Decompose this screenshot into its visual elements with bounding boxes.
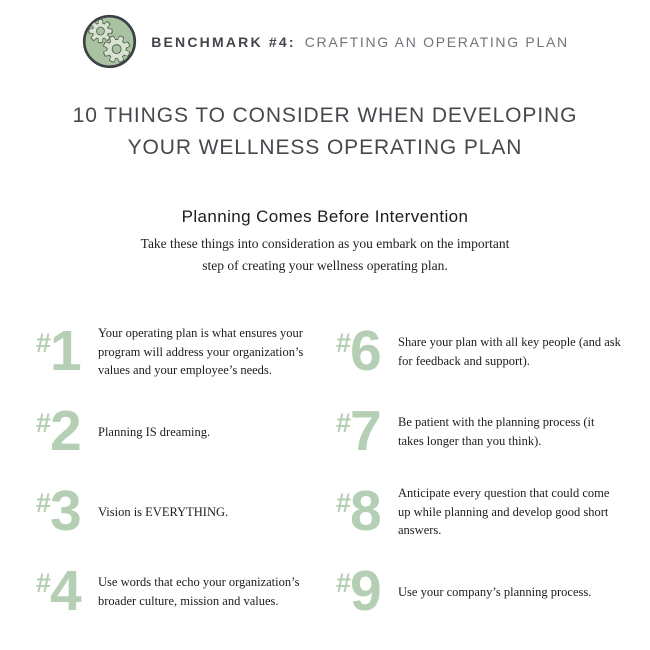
- item-text: Be patient with the planning process (it takes longer than you think).: [398, 415, 595, 448]
- item-number-9: [336, 559, 388, 624]
- item-digit: 3: [50, 479, 81, 544]
- benchmark-label-bold: BENCHMARK #4:: [151, 33, 296, 50]
- item-text: Your operating plan is what ensures your program will address your organization’s values and your employee’s needs.: [98, 325, 304, 378]
- benchmark-header: [0, 13, 650, 70]
- list-item-9: [336, 552, 636, 632]
- item-text: Planning IS dreaming.: [98, 424, 211, 439]
- page-title: [0, 100, 650, 163]
- item-number-7: [336, 399, 388, 464]
- globe-gears-icon: [81, 13, 138, 70]
- item-digit: 1: [50, 319, 81, 384]
- item-digit: 9: [350, 559, 381, 624]
- list-item-2: [36, 392, 336, 472]
- items-grid: [36, 312, 636, 632]
- item-text: Vision is EVERYTHING.: [98, 504, 229, 519]
- item-number-6: [336, 319, 388, 384]
- item-number-3: [36, 479, 88, 544]
- section-heading: Planning Comes Before Intervention: [181, 207, 469, 226]
- hash-icon: #: [336, 328, 351, 359]
- item-number-4: [36, 559, 88, 624]
- benchmark-label: [151, 34, 569, 50]
- item-digit: 7: [350, 399, 381, 464]
- hash-icon: #: [36, 328, 51, 359]
- hash-icon: #: [336, 488, 351, 519]
- list-item-8: [336, 472, 636, 552]
- hash-icon: #: [36, 408, 51, 439]
- items-column-right: [336, 312, 636, 632]
- item-text: Share your plan with all key people (and ask for feedback and support).: [398, 335, 621, 368]
- item-text: Use your company’s planning process.: [398, 584, 592, 599]
- list-item-7: [336, 392, 636, 472]
- benchmark-label-light: CRAFTING AN OPERATING PLAN: [304, 33, 569, 50]
- list-item-1: [36, 312, 336, 392]
- list-item-3: [36, 472, 336, 552]
- item-number-2: [36, 399, 88, 464]
- intro-line2: step of creating your wellness operating plan.: [202, 257, 448, 273]
- item-text: Anticipate every question that could come up while planning and develop good short answers.: [398, 485, 610, 538]
- item-number-1: [36, 319, 88, 384]
- list-item-6: [336, 312, 636, 392]
- hash-icon: #: [36, 488, 51, 519]
- item-digit: 2: [50, 399, 81, 464]
- list-item-4: [36, 552, 336, 632]
- item-digit: 6: [350, 319, 381, 384]
- hash-icon: #: [336, 568, 351, 599]
- hash-icon: #: [36, 568, 51, 599]
- intro-text: [0, 233, 650, 276]
- page-title-line2: YOUR WELLNESS OPERATING PLAN: [127, 135, 523, 159]
- items-column-left: [36, 312, 336, 632]
- hash-icon: #: [336, 408, 351, 439]
- intro-line1: Take these things into consideration as you embark on the important: [140, 236, 510, 251]
- item-digit: 4: [50, 559, 81, 624]
- page-title-line1: 10 THINGS TO CONSIDER WHEN DEVELOPING: [72, 104, 578, 127]
- item-digit: 8: [350, 479, 381, 544]
- item-text: Use words that echo your organization’s broader culture, mission and values.: [98, 575, 300, 608]
- item-number-8: [336, 479, 388, 544]
